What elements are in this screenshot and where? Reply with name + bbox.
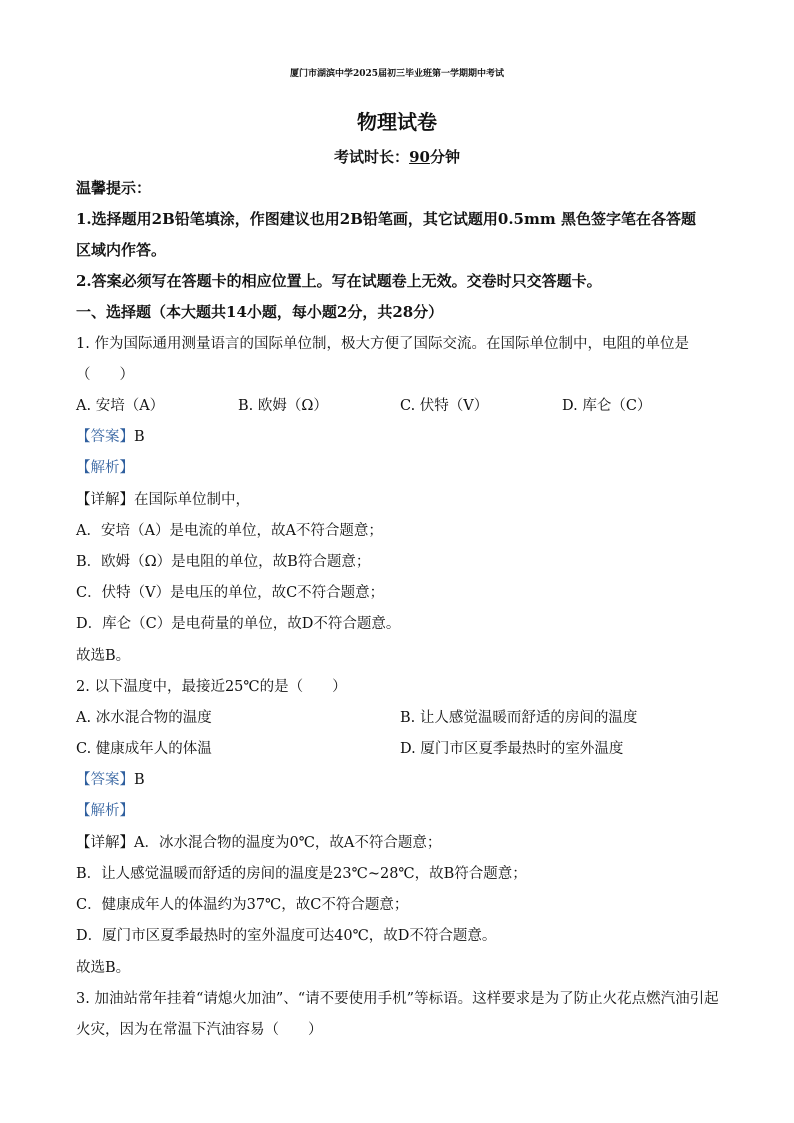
q1-option-a: A. 安培（A） <box>76 398 165 414</box>
q1-stem-line-2: （ ） <box>76 367 134 383</box>
q1-answer-tag: 【答案】 <box>76 429 134 445</box>
q2-explanation-a: A．冰水混合物的温度为0℃，故A不符合题意； <box>134 835 442 851</box>
q2-explanation-b: B．让人感觉温暖而舒适的房间的温度是23℃~28℃，故B符合题意； <box>76 866 527 882</box>
exam-duration <box>0 146 794 167</box>
q1-explanation-b: B．欧姆（Ω）是电阻的单位，故B符合题意； <box>76 554 371 570</box>
q1-stem-line-1: 1. 作为国际通用测量语言的国际单位制，极大方便了国际交流。在国际单位制中，电阻的单位是 <box>76 336 689 352</box>
duration-value: 90 <box>409 148 430 166</box>
tip-1-line-2: 区域内作答。 <box>76 241 167 259</box>
q1-conclusion: 故选B。 <box>76 648 131 664</box>
q3-stem-line-2: 火灾，因为在常温下汽油容易（ ） <box>76 1022 323 1038</box>
duration-suffix: 分钟 <box>429 148 460 166</box>
q1-detail-tag: 【详解】 <box>76 492 134 508</box>
q1-explanation-a: A．安培（A）是电流的单位，故A不符合题意； <box>76 523 383 539</box>
q2-option-b: B. 让人感觉温暖而舒适的房间的温度 <box>400 710 638 726</box>
q2-option-c: C. 健康成年人的体温 <box>76 741 212 757</box>
q2-explanation-d: D．厦门市区夏季最热时的室外温度可达40℃，故D不符合题意。 <box>76 928 497 944</box>
q1-option-b: B. 欧姆（Ω） <box>238 398 328 414</box>
q2-explanation-c: C．健康成年人的体温约为37℃，故C不符合题意； <box>76 897 409 913</box>
q1-explanation-c: C．伏特（V）是电压的单位，故C不符合题意； <box>76 585 385 601</box>
tip-1-line-1: 1.选择题用2B铅笔填涂，作图建议也用2B铅笔画，其它试题用0.5mm 黑色签字笔在各答题 <box>76 210 696 228</box>
q1-option-c: C. 伏特（V） <box>400 398 489 414</box>
q2-option-d: D. 厦门市区夏季最热时的室外温度 <box>400 741 624 757</box>
q2-conclusion: 故选B。 <box>76 960 131 976</box>
q2-detail-tag: 【详解】 <box>76 835 134 851</box>
q2-answer-tag: 【答案】 <box>76 772 134 788</box>
q2-answer <box>76 770 145 790</box>
q1-detail-intro: 在国际单位制中， <box>134 492 250 508</box>
q2-answer-value: B <box>134 772 145 788</box>
q1-answer-value: B <box>134 429 145 445</box>
q1-explanation-d: D．库仑（C）是电荷量的单位，故D不符合题意。 <box>76 616 401 632</box>
q2-stem: 2. 以下温度中，最接近25℃的是（ ） <box>76 679 347 695</box>
tip-2: 2.答案必须写在答题卡的相应位置上。写在试题卷上无效。交卷时只交答题卡。 <box>76 272 602 290</box>
duration-prefix: 考试时长： <box>334 148 410 166</box>
q1-analysis-tag: 【解析】 <box>76 460 134 476</box>
page-title: 厦门市湖滨中学2025届初三毕业班第一学期期中考试 <box>289 69 505 79</box>
page-subtitle: 物理试卷 <box>357 110 437 134</box>
q2-option-a: A. 冰水混合物的温度 <box>76 710 212 726</box>
q3-stem-line-1: 3. 加油站常年挂着“请熄火加油”、“请不要使用手机”等标语。这样要求是为了防止火花点燃汽油引起 <box>76 991 719 1007</box>
q2-detail <box>76 833 441 853</box>
section-heading: 一、选择题（本大题共14小题，每小题2分，共28分） <box>76 303 444 321</box>
q1-option-d: D. 库仑（C） <box>562 398 652 414</box>
q1-detail <box>76 490 250 510</box>
q2-analysis-tag: 【解析】 <box>76 803 134 819</box>
q1-answer <box>76 427 145 447</box>
tips-heading: 温馨提示： <box>76 179 152 197</box>
